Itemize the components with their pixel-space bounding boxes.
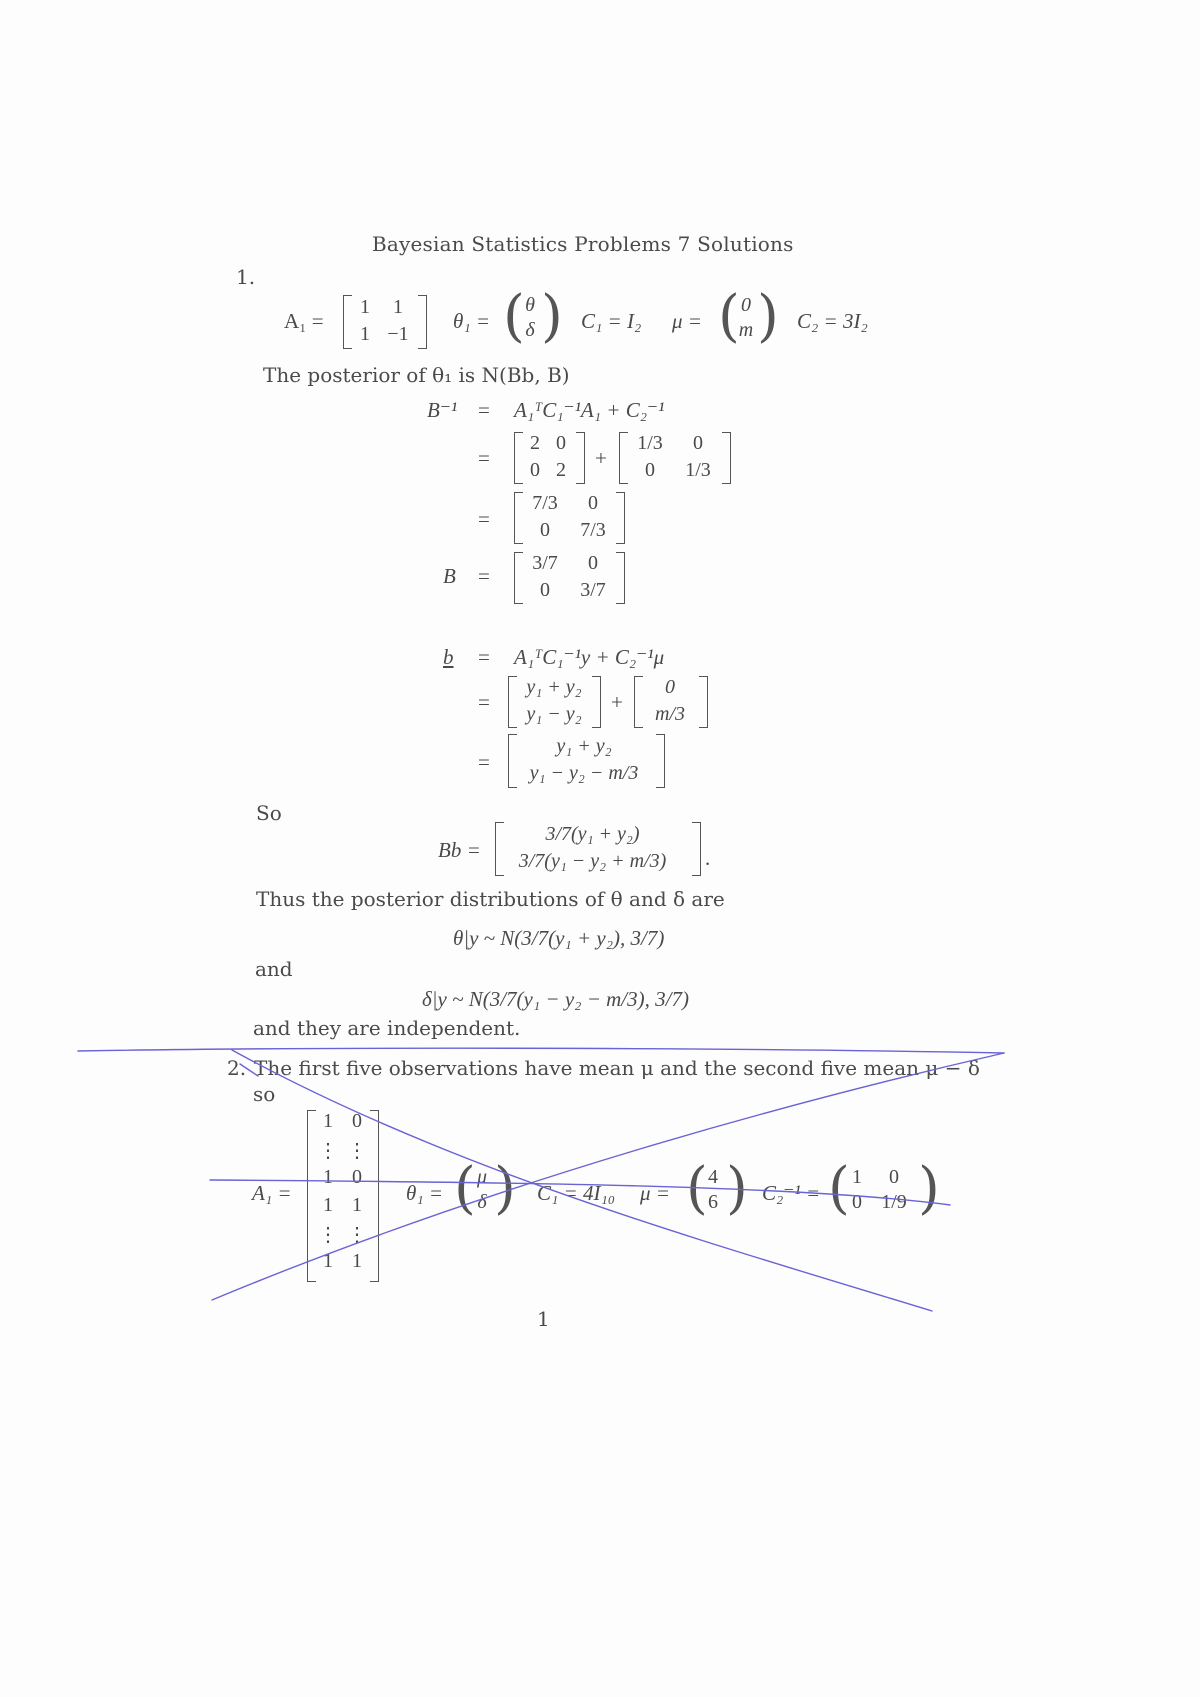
theta-entry: θ [525, 294, 535, 316]
mu-right-paren: ) [757, 284, 779, 349]
M2-right-bracket [722, 432, 731, 484]
matrix-cell: 7/3 [580, 519, 606, 541]
plus-sign: + [611, 690, 623, 714]
B-lhs: B [443, 564, 456, 588]
mu2-left-paren: ( [686, 1156, 708, 1221]
V4-right-bracket [692, 822, 701, 876]
delta-posterior: δ|y ~ N(3/7(y₁ − y₂ − m/3), 3/7) [422, 987, 689, 1011]
Bb-lhs: Bb = [438, 838, 481, 862]
mu-vector-2 [701, 1166, 725, 1214]
M1-right-bracket [576, 432, 585, 484]
matrix-cell: 0 [540, 579, 550, 601]
plus-sign: + [595, 446, 607, 470]
vector-entry: 3/7(y₁ − y₂ + m/3) [518, 850, 667, 872]
matrix-cell: 2 [530, 432, 540, 454]
matrix-cell: 0 [588, 552, 598, 574]
mu-entry: 6 [708, 1191, 718, 1213]
matrix-cell: 3/7 [580, 579, 606, 601]
A1-cell: 1 [360, 323, 370, 345]
equals-sign: = [478, 446, 490, 470]
A1-label: A₁ = [284, 309, 324, 333]
independence-sentence: and they are independent. [253, 1016, 521, 1040]
mu-vector [734, 294, 758, 342]
matrix-third-I [628, 432, 724, 482]
matrix-cell: 0 [556, 432, 566, 454]
matrix-cell: 0 [889, 1166, 899, 1188]
mu-left-paren: ( [718, 284, 740, 349]
equals-sign: = [478, 690, 490, 714]
matrix-2I [522, 432, 574, 482]
matrix-cell: 0 [852, 1191, 862, 1213]
matrix-cell: 1 [852, 1166, 862, 1188]
equals-sign: = [478, 564, 490, 588]
theta2-left-paren: ( [454, 1156, 476, 1221]
M2-left-bracket [619, 432, 628, 484]
A1-2-right-bracket [370, 1110, 379, 1282]
M4-right-bracket [616, 552, 625, 604]
mu-entry: 4 [708, 1166, 718, 1188]
and-label: and [255, 957, 293, 981]
matrix-cell: ⋮ [318, 1224, 338, 1246]
vector-y-sum-diff [514, 676, 594, 726]
pen-stroke-top [78, 1048, 1004, 1053]
matrix-cell: 1/3 [685, 459, 711, 481]
C2-inverse-matrix [843, 1166, 917, 1214]
matrix-cell: ⋮ [318, 1140, 338, 1162]
theta-posterior: θ|y ~ N(3/7(y₁ + y₂), 3/7) [453, 926, 665, 950]
matrix-B [522, 552, 618, 602]
C2-inverse-label: C₂⁻¹ = [762, 1181, 821, 1205]
A1-cell: 1 [360, 296, 370, 318]
C1-def: C₁ = I₂ [581, 309, 642, 333]
equals-sign: = [478, 750, 490, 774]
mu-label: μ = [672, 309, 702, 333]
matrix-cell: 1 [352, 1194, 362, 1216]
A1-right-bracket [418, 295, 427, 349]
matrix-cell: 0 [540, 519, 550, 541]
theta-entry: δ [525, 319, 535, 341]
theta-right-paren: ) [541, 284, 563, 349]
A1-2-design-matrix [314, 1110, 372, 1278]
mu-entry: m [738, 319, 754, 341]
vector-entry: y₁ − y₂ [526, 703, 582, 725]
theta-vector [518, 294, 542, 342]
theta-entry: δ [477, 1191, 487, 1213]
problem-2-number: 2. [227, 1056, 247, 1080]
matrix-cell: 1 [323, 1250, 333, 1272]
V1-right-bracket [592, 676, 601, 728]
vector-entry: y₁ + y₂ [526, 676, 582, 698]
matrix-cell: ⋮ [347, 1140, 367, 1162]
C2-right-paren: ) [918, 1156, 940, 1221]
theta-vector-2 [470, 1166, 494, 1214]
A1-matrix [350, 296, 416, 346]
Binv-expression: A₁ᵀC₁⁻¹A₁ + C₂⁻¹ [514, 398, 665, 422]
mu2-right-paren: ) [726, 1156, 748, 1221]
theta1-label: θ₁ = [453, 309, 491, 333]
equals-sign: = [478, 645, 490, 669]
vector-b-result [514, 735, 654, 785]
so-label: So [256, 801, 282, 825]
A1-cell: 1 [393, 296, 403, 318]
theta2-right-paren: ) [494, 1156, 516, 1221]
theta-left-paren: ( [503, 284, 525, 349]
matrix-cell: 1 [323, 1110, 333, 1132]
matrix-cell: 0 [693, 432, 703, 454]
C1-def-2: C₁ = 4I₁₀ [537, 1181, 616, 1205]
posterior-distributions-sentence: Thus the posterior distributions of θ and δ are [256, 887, 725, 911]
A1-cell: −1 [387, 323, 409, 345]
matrix-cell: 7/3 [532, 492, 558, 514]
matrix-cell: 0 [530, 459, 540, 481]
matrix-cell: 3/7 [532, 552, 558, 574]
equals-sign: = [478, 398, 490, 422]
vector-Bb [500, 823, 685, 873]
problem-1-number: 1. [236, 265, 256, 289]
matrix-7-3-I [522, 492, 618, 542]
vector-entry: y₁ − y₂ − m/3 [529, 762, 639, 784]
matrix-cell: 0 [352, 1166, 362, 1188]
theta-entry: μ [476, 1166, 488, 1188]
problem-2-statement: The first five observations have mean μ and the second five mean μ − δ [254, 1056, 980, 1080]
posterior-intro: The posterior of θ₁ is N(Bb, B) [263, 363, 570, 387]
Binv-lhs: B⁻¹ [427, 398, 458, 422]
matrix-cell: 0 [352, 1110, 362, 1132]
A1-label-2: A₁ = [252, 1181, 292, 1205]
M3-right-bracket [616, 492, 625, 544]
C2-left-paren: ( [828, 1156, 850, 1221]
mu-label-2: μ = [640, 1181, 670, 1205]
theta1-label-2: θ₁ = [406, 1181, 444, 1205]
matrix-cell: 1/3 [637, 432, 663, 454]
C2-def: C₂ = 3I₂ [797, 309, 868, 333]
matrix-cell: 2 [556, 459, 566, 481]
page-number: 1 [537, 1307, 550, 1331]
V3-right-bracket [656, 734, 665, 788]
b-lhs: b [443, 645, 454, 669]
matrix-cell: 0 [645, 459, 655, 481]
vector-entry: 3/7(y₁ + y₂) [545, 823, 640, 845]
vector-m-third [640, 676, 700, 726]
matrix-cell: 0 [588, 492, 598, 514]
matrix-cell: 1/9 [881, 1191, 907, 1213]
matrix-cell: 1 [323, 1166, 333, 1188]
vector-entry: y₁ + y₂ [556, 735, 612, 757]
b-expression: A₁ᵀC₁⁻¹y + C₂⁻¹μ [514, 645, 665, 669]
matrix-cell: 1 [323, 1194, 333, 1216]
vector-entry: m/3 [655, 703, 685, 725]
V2-right-bracket [699, 676, 708, 728]
equals-sign: = [478, 507, 490, 531]
end-period: . [705, 846, 711, 870]
vector-entry: 0 [665, 676, 675, 698]
mu-entry: 0 [741, 294, 751, 316]
page-title: Bayesian Statistics Problems 7 Solutions [372, 232, 794, 256]
matrix-cell: 1 [352, 1250, 362, 1272]
matrix-cell: ⋮ [347, 1224, 367, 1246]
so-label-2: so [253, 1082, 276, 1106]
